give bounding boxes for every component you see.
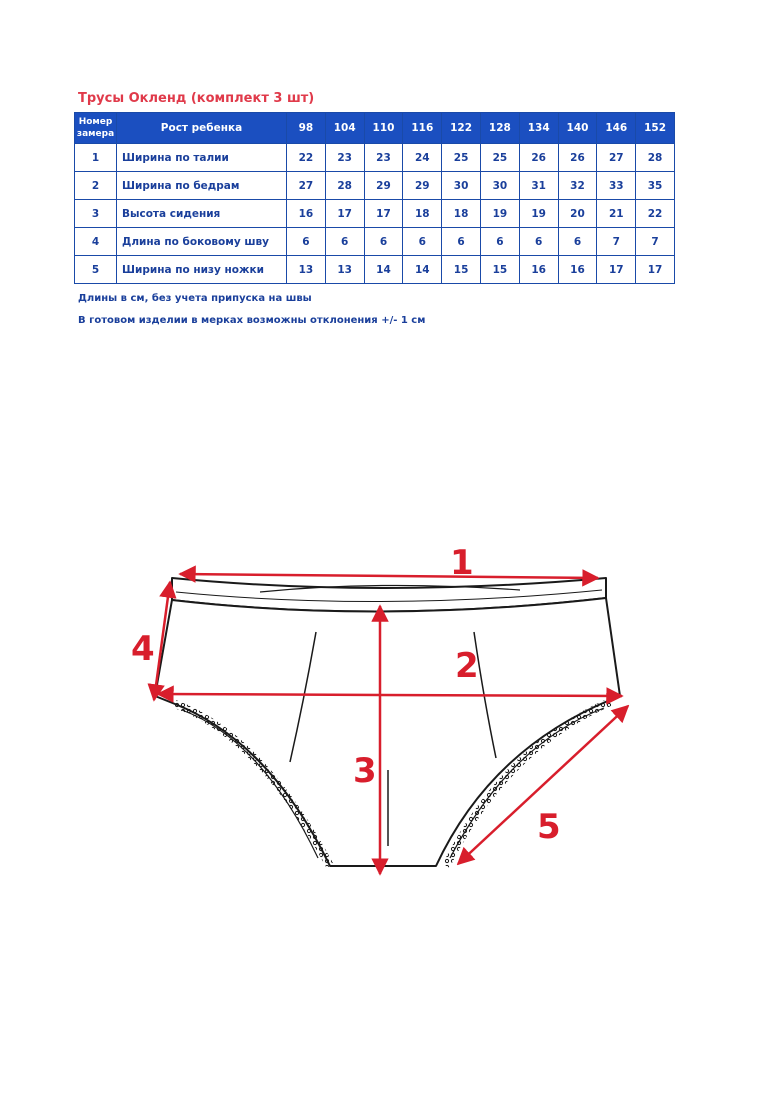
table-row xyxy=(75,228,675,256)
measure-value: 32 xyxy=(558,172,597,200)
header-size: 98 xyxy=(287,113,326,144)
measure-label-2: 2 xyxy=(455,646,479,686)
note-units: Длины в см, без учета припуска на швы xyxy=(78,293,312,304)
measure-value: 18 xyxy=(442,200,481,228)
note-tolerance: В готовом изделии в мерках возможны отклонения +/- 1 см xyxy=(78,315,426,326)
chart-title: Трусы Окленд (комплект 3 шт) xyxy=(78,91,315,106)
measure-label-1: 1 xyxy=(450,543,474,583)
measure-value: 6 xyxy=(480,228,519,256)
header-size: 110 xyxy=(364,113,403,144)
header-size: 146 xyxy=(597,113,636,144)
measure-value: 26 xyxy=(558,144,597,172)
table-row xyxy=(75,256,675,284)
measure-value: 28 xyxy=(325,172,364,200)
measure-value: 21 xyxy=(597,200,636,228)
measure-value: 30 xyxy=(480,172,519,200)
measure-number: 3 xyxy=(75,200,117,228)
measure-value: 24 xyxy=(403,144,442,172)
measure-name: Ширина по бедрам xyxy=(117,172,287,200)
measure-value: 13 xyxy=(325,256,364,284)
measure-value: 19 xyxy=(480,200,519,228)
measure-value: 16 xyxy=(287,200,326,228)
header-size: 152 xyxy=(636,113,675,144)
measure-value: 15 xyxy=(480,256,519,284)
measure-value: 14 xyxy=(403,256,442,284)
measure-value: 23 xyxy=(325,144,364,172)
measure-value: 31 xyxy=(519,172,558,200)
table-row xyxy=(75,144,675,172)
measure-label-4: 4 xyxy=(131,629,155,669)
measure-value: 20 xyxy=(558,200,597,228)
measure-value: 7 xyxy=(597,228,636,256)
measure-value: 22 xyxy=(636,200,675,228)
measure-value: 26 xyxy=(519,144,558,172)
header-size: 104 xyxy=(325,113,364,144)
measure-value: 25 xyxy=(442,144,481,172)
measure-value: 23 xyxy=(364,144,403,172)
measure-value: 13 xyxy=(287,256,326,284)
measure-value: 35 xyxy=(636,172,675,200)
size-table-header xyxy=(75,113,675,144)
table-row xyxy=(75,172,675,200)
measure-value: 6 xyxy=(442,228,481,256)
size-table xyxy=(74,112,675,284)
measure-1-waist-arrow xyxy=(180,574,598,578)
measure-name: Ширина по низу ножки xyxy=(117,256,287,284)
measure-value: 6 xyxy=(325,228,364,256)
measure-value: 17 xyxy=(636,256,675,284)
measure-label-3: 3 xyxy=(353,751,377,791)
measure-value: 16 xyxy=(519,256,558,284)
measure-value: 33 xyxy=(597,172,636,200)
measure-value: 18 xyxy=(403,200,442,228)
measure-value: 29 xyxy=(403,172,442,200)
header-size: 116 xyxy=(403,113,442,144)
header-measure-number xyxy=(75,113,117,144)
size-table-body xyxy=(75,144,675,284)
measure-value: 7 xyxy=(636,228,675,256)
measure-value: 6 xyxy=(287,228,326,256)
measure-value: 27 xyxy=(597,144,636,172)
measure-value: 14 xyxy=(364,256,403,284)
measure-name: Высота сидения xyxy=(117,200,287,228)
measure-value: 22 xyxy=(287,144,326,172)
table-row xyxy=(75,200,675,228)
header-number-line1: Номер xyxy=(78,117,113,127)
header-size: 128 xyxy=(480,113,519,144)
header-row xyxy=(75,113,675,144)
header-size: 134 xyxy=(519,113,558,144)
measure-value: 15 xyxy=(442,256,481,284)
measure-value: 6 xyxy=(403,228,442,256)
measure-number: 1 xyxy=(75,144,117,172)
measure-value: 17 xyxy=(364,200,403,228)
measure-label-5: 5 xyxy=(537,807,561,847)
measure-value: 19 xyxy=(519,200,558,228)
measure-value: 28 xyxy=(636,144,675,172)
header-number-line2: замера xyxy=(76,129,115,139)
measure-name: Ширина по талии xyxy=(117,144,287,172)
measure-value: 29 xyxy=(364,172,403,200)
briefs-measurement-diagram xyxy=(0,520,762,880)
measure-value: 17 xyxy=(325,200,364,228)
header-size: 140 xyxy=(558,113,597,144)
measure-value: 17 xyxy=(597,256,636,284)
measure-value: 25 xyxy=(480,144,519,172)
measure-value: 6 xyxy=(364,228,403,256)
measure-value: 27 xyxy=(287,172,326,200)
header-child-height: Рост ребенка xyxy=(117,113,287,144)
measure-value: 30 xyxy=(442,172,481,200)
measure-number: 4 xyxy=(75,228,117,256)
header-size: 122 xyxy=(442,113,481,144)
measure-name: Длина по боковому шву xyxy=(117,228,287,256)
measure-number: 2 xyxy=(75,172,117,200)
measure-value: 6 xyxy=(558,228,597,256)
measure-value: 6 xyxy=(519,228,558,256)
measure-value: 16 xyxy=(558,256,597,284)
measure-number: 5 xyxy=(75,256,117,284)
